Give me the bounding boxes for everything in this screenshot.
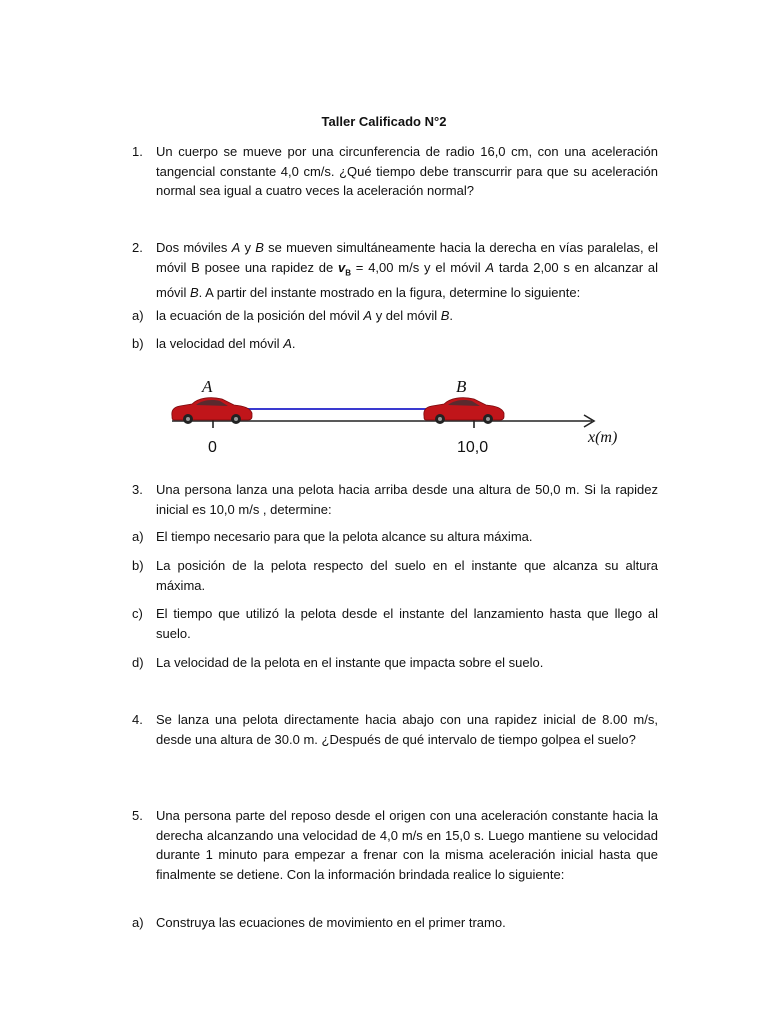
sub-label: d) bbox=[132, 655, 144, 670]
problem-number: 5. bbox=[132, 808, 143, 823]
cars-diagram bbox=[160, 372, 630, 462]
problem-text: Una persona lanza una pelota hacia arriba desde una altura de 50,0 m. Si la rapidez inicial es 10,0 m/s , determine: bbox=[156, 482, 658, 517]
problem-1 bbox=[132, 142, 658, 201]
sub-label: b) bbox=[132, 336, 144, 351]
sub-label: a) bbox=[132, 529, 144, 544]
sub-text: La posición de la pelota respecto del suelo en el instante que alcanza su altura máxima. bbox=[156, 558, 658, 593]
problem-4 bbox=[132, 710, 658, 749]
document-title: Taller Calificado N°2 bbox=[321, 114, 447, 129]
problem-2-sub-a bbox=[132, 306, 658, 326]
problem-number: 1. bbox=[132, 144, 143, 159]
problem-5-sub-a bbox=[132, 913, 658, 933]
car-b-icon bbox=[424, 398, 504, 424]
problem-number: 4. bbox=[132, 712, 143, 727]
problem-2 bbox=[132, 238, 658, 302]
sub-text: El tiempo necesario para que la pelota alcance su altura máxima. bbox=[156, 529, 533, 544]
problem-text: Dos móviles A y B se mueven simultáneamente hacia la derecha en vías paralelas, el móvil B posee una rapidez de $v_B = 4,00$ m/s y el móvil A tarda 2,00 s en alcanzar al móvil B. A partir del instante mostrado en la figura, determine lo siguiente: bbox=[156, 240, 658, 300]
problem-text: Un cuerpo se mueve por una circunferencia de radio 16,0 cm, con una aceleración tangencial constante 4,0 cm/s. ¿Qué tiempo debe transcurrir para que su aceleración normal sea igual a cuatro veces la aceleración normal? bbox=[156, 144, 658, 198]
sub-text: la ecuación de la posición del móvil A y del móvil B. bbox=[156, 308, 454, 323]
car-a-icon bbox=[172, 398, 252, 424]
problem-text: Una persona parte del reposo desde el origen con una aceleración constante hacia la derecha alcanzando una velocidad de 4,0 m/s en 15,0 s. Luego mantiene su velocidad durante 1 minuto para empezar a frenar con la misma aceleración inicial hasta que finalmente se detiene. Con la información brindada realice lo siguiente: bbox=[156, 808, 658, 882]
tick-10-label: 10,0 bbox=[457, 439, 489, 456]
problem-3-sub-c bbox=[132, 604, 658, 643]
problem-5 bbox=[132, 806, 658, 884]
problem-2-sub-b bbox=[132, 334, 658, 354]
problem-3 bbox=[132, 480, 658, 519]
problem-number: 2. bbox=[132, 240, 143, 255]
problem-number: 3. bbox=[132, 482, 143, 497]
sub-label: b) bbox=[132, 558, 144, 573]
sub-text: La velocidad de la pelota en el instante que impacta sobre el suelo. bbox=[156, 655, 544, 670]
axis-label: x(m) bbox=[588, 429, 618, 446]
sub-label: a) bbox=[132, 915, 144, 930]
problem-text: Se lanza una pelota directamente hacia abajo con una rapidez inicial de 8.00 m/s, desde una altura de 30.0 m. ¿Después de qué intervalo de tiempo golpea el suelo? bbox=[156, 712, 658, 747]
car-a-label: A bbox=[202, 377, 213, 396]
sub-text: la velocidad del móvil A. bbox=[156, 336, 296, 351]
sub-label: c) bbox=[132, 606, 143, 621]
cars-figure bbox=[160, 372, 630, 462]
sub-label: a) bbox=[132, 308, 144, 323]
sub-text: Construya las ecuaciones de movimiento en el primer tramo. bbox=[156, 915, 506, 930]
sub-text: El tiempo que utilizó la pelota desde el instante del lanzamiento hasta que llego al suelo. bbox=[156, 606, 658, 641]
problem-3-sub-d bbox=[132, 653, 658, 673]
car-b-label: B bbox=[456, 377, 467, 396]
problem-3-sub-b bbox=[132, 556, 658, 595]
problem-3-sub-a bbox=[132, 527, 658, 547]
tick-0-label: 0 bbox=[208, 439, 217, 456]
